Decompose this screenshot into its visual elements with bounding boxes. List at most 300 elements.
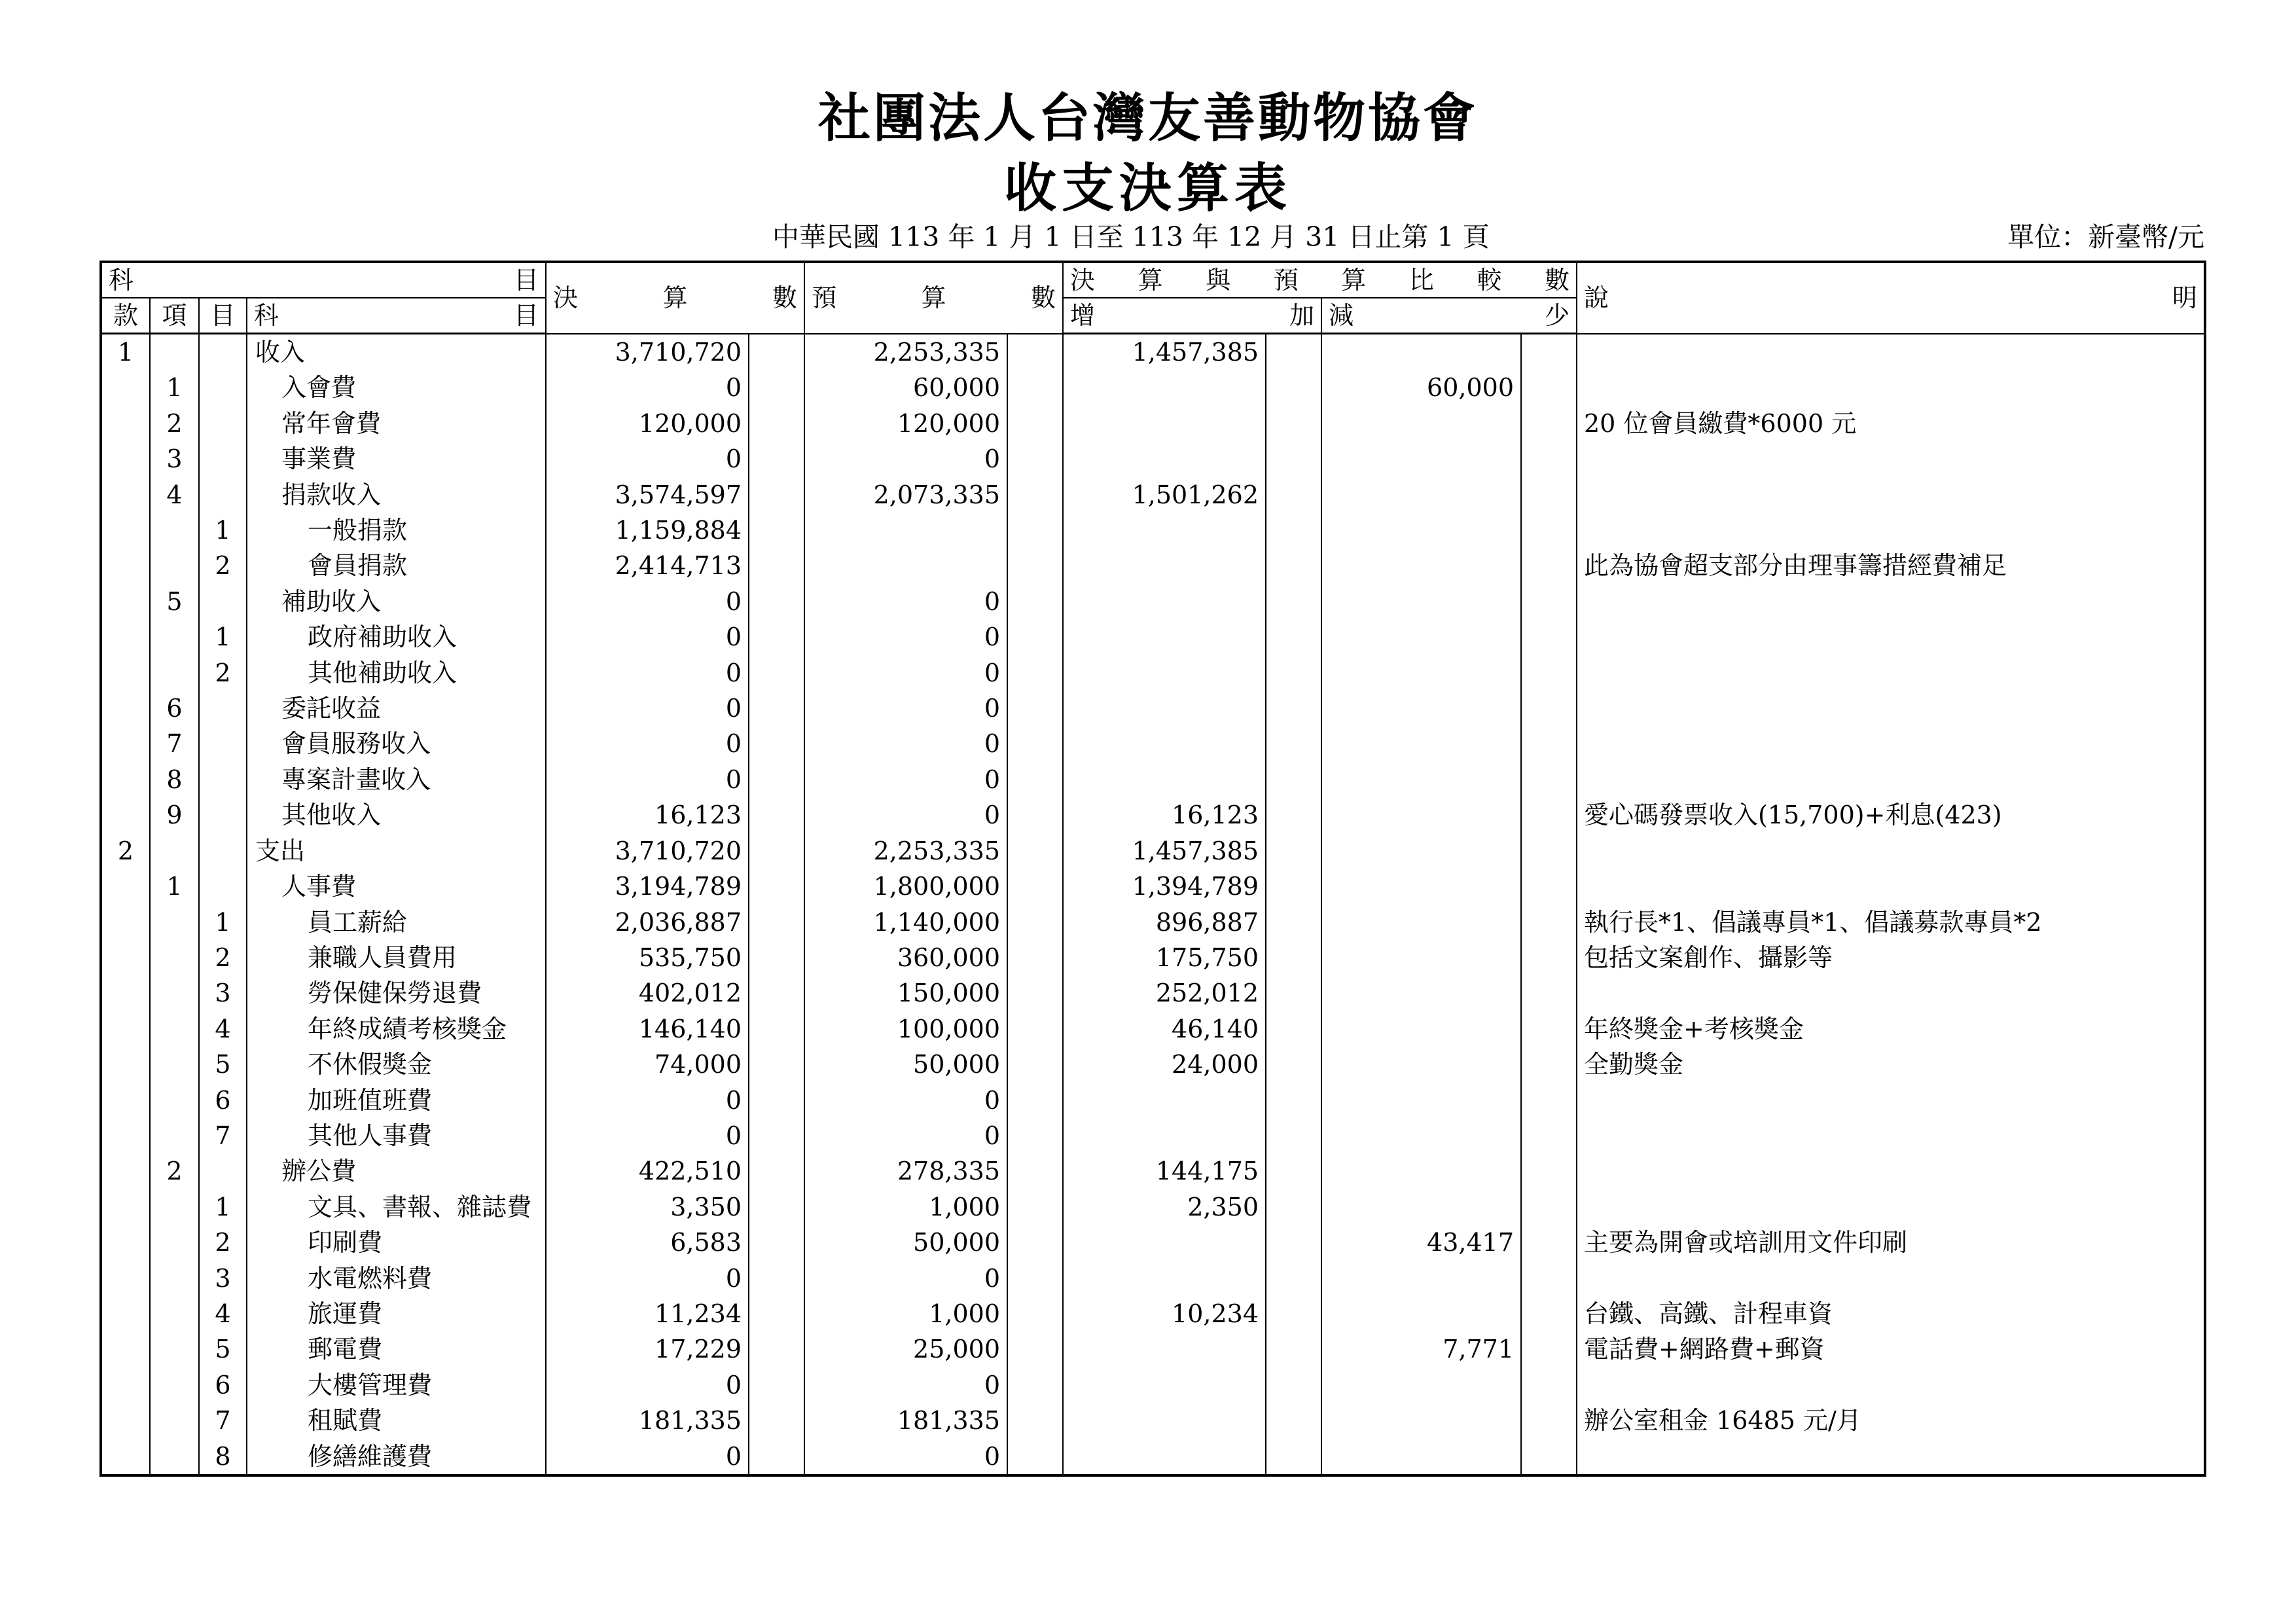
cell-xiang — [150, 548, 199, 583]
cell-mu: 1 — [199, 619, 247, 655]
header-decrease-right: 少 — [1544, 301, 1570, 330]
table-row — [101, 334, 2205, 370]
cell-subject: 印刷費 — [247, 1225, 546, 1260]
cell-increase — [1063, 584, 1266, 619]
cell-spacer — [1521, 513, 1577, 548]
cell-budget: 1,800,000 — [804, 869, 1007, 904]
cell-decrease — [1321, 334, 1521, 370]
cell-spacer — [749, 1225, 804, 1260]
cell-actual: 0 — [546, 1118, 749, 1153]
cell-budget: 2,253,335 — [804, 334, 1007, 370]
cell-mu: 5 — [199, 1331, 247, 1367]
cell-spacer — [1266, 619, 1321, 655]
table-row — [101, 1083, 2205, 1118]
cell-subject: 會員捐款 — [247, 548, 546, 583]
cell-spacer — [1007, 833, 1063, 869]
cell-xiang — [150, 833, 199, 869]
cell-decrease — [1321, 762, 1521, 797]
cell-spacer — [1266, 513, 1321, 548]
cell-subject: 入會費 — [247, 370, 546, 405]
cell-budget: 50,000 — [804, 1047, 1007, 1082]
cell-subject: 人事費 — [247, 869, 546, 904]
cell-note — [1577, 477, 2205, 513]
cell-xiang: 1 — [150, 869, 199, 904]
cell-spacer — [749, 1153, 804, 1189]
cell-subject: 年終成績考核獎金 — [247, 1011, 546, 1047]
cell-increase — [1063, 1118, 1266, 1153]
cell-increase: 175,750 — [1063, 940, 1266, 975]
cell-mu — [199, 441, 247, 477]
cell-budget: 150,000 — [804, 975, 1007, 1011]
cell-note: 20 位會員繳費*6000 元 — [1577, 406, 2205, 441]
cell-spacer — [1521, 1225, 1577, 1260]
table-row — [101, 905, 2205, 940]
cell-spacer — [1521, 1439, 1577, 1475]
cell-kuan — [101, 1011, 150, 1047]
cell-xiang: 2 — [150, 1153, 199, 1189]
currency-unit: 單位：新臺幣/元 — [2007, 221, 2204, 253]
cell-spacer — [1266, 797, 1321, 833]
cell-note — [1577, 1189, 2205, 1225]
cell-mu: 3 — [199, 975, 247, 1011]
cell-actual: 2,414,713 — [546, 548, 749, 583]
cell-budget: 0 — [804, 1439, 1007, 1475]
cell-note — [1577, 370, 2205, 405]
table-row — [101, 619, 2205, 655]
cell-note — [1577, 1367, 2205, 1403]
cell-subject: 其他人事費 — [247, 1118, 546, 1153]
cell-kuan — [101, 370, 150, 405]
cell-increase — [1063, 548, 1266, 583]
cell-spacer — [1521, 1118, 1577, 1153]
cell-spacer — [749, 1118, 804, 1153]
cell-xiang: 8 — [150, 762, 199, 797]
cell-subject: 捐款收入 — [247, 477, 546, 513]
header-budget-3: 數 — [1030, 283, 1056, 313]
cell-spacer — [1521, 1153, 1577, 1189]
table-row — [101, 1296, 2205, 1331]
table-row — [101, 940, 2205, 975]
cell-spacer — [1266, 584, 1321, 619]
cell-spacer — [1007, 797, 1063, 833]
cell-kuan — [101, 905, 150, 940]
cell-spacer — [1007, 655, 1063, 691]
header-subject-bottom-left: 科 — [254, 301, 279, 330]
header-subject-top-right: 目 — [513, 266, 539, 295]
cell-kuan: 1 — [101, 334, 150, 370]
cell-spacer — [1521, 691, 1577, 726]
cell-increase — [1063, 1403, 1266, 1438]
header-comparison-6: 比 — [1408, 266, 1434, 295]
cell-increase: 896,887 — [1063, 905, 1266, 940]
cell-increase: 144,175 — [1063, 1153, 1266, 1189]
cell-kuan — [101, 1153, 150, 1189]
cell-xiang — [150, 975, 199, 1011]
cell-spacer — [749, 905, 804, 940]
cell-mu: 2 — [199, 1225, 247, 1260]
cell-kuan — [101, 797, 150, 833]
cell-spacer — [1521, 905, 1577, 940]
table-row — [101, 762, 2205, 797]
cell-mu — [199, 869, 247, 904]
cell-kuan — [101, 1118, 150, 1153]
cell-note — [1577, 726, 2205, 761]
table-row — [101, 726, 2205, 761]
cell-xiang — [150, 940, 199, 975]
cell-spacer — [1266, 334, 1321, 370]
header-comparison-1: 決 — [1070, 266, 1096, 295]
header-actual — [546, 262, 804, 334]
cell-actual: 74,000 — [546, 1047, 749, 1082]
cell-spacer — [1007, 477, 1063, 513]
cell-subject: 常年會費 — [247, 406, 546, 441]
cell-note — [1577, 1439, 2205, 1475]
cell-mu: 6 — [199, 1083, 247, 1118]
cell-note: 電話費+網路費+郵資 — [1577, 1331, 2205, 1367]
cell-spacer — [1266, 1367, 1321, 1403]
cell-mu — [199, 406, 247, 441]
table-row — [101, 691, 2205, 726]
cell-spacer — [1007, 726, 1063, 761]
table-row — [101, 1118, 2205, 1153]
cell-kuan — [101, 726, 150, 761]
cell-mu — [199, 477, 247, 513]
cell-xiang — [150, 655, 199, 691]
cell-actual: 181,335 — [546, 1403, 749, 1438]
header-subject-top — [101, 262, 546, 298]
cell-budget: 1,000 — [804, 1296, 1007, 1331]
cell-spacer — [1266, 1118, 1321, 1153]
cell-kuan — [101, 1225, 150, 1260]
cell-spacer — [1266, 905, 1321, 940]
cell-note: 台鐵、高鐵、計程車資 — [1577, 1296, 2205, 1331]
cell-increase — [1063, 513, 1266, 548]
cell-spacer — [749, 1331, 804, 1367]
cell-increase — [1063, 370, 1266, 405]
cell-actual: 3,710,720 — [546, 334, 749, 370]
cell-actual: 535,750 — [546, 940, 749, 975]
cell-note — [1577, 869, 2205, 904]
cell-note — [1577, 1083, 2205, 1118]
cell-decrease — [1321, 1367, 1521, 1403]
cell-subject: 員工薪給 — [247, 905, 546, 940]
cell-decrease — [1321, 441, 1521, 477]
cell-kuan — [101, 1331, 150, 1367]
header-kuan: 款 — [101, 298, 150, 334]
cell-budget: 2,253,335 — [804, 833, 1007, 869]
header-decrease — [1321, 298, 1577, 334]
cell-spacer — [749, 1367, 804, 1403]
cell-budget: 0 — [804, 1367, 1007, 1403]
header-comparison — [1063, 262, 1577, 298]
header-note-left: 說 — [1584, 283, 1609, 313]
cell-note — [1577, 655, 2205, 691]
cell-subject: 修繕維護費 — [247, 1439, 546, 1475]
cell-budget: 25,000 — [804, 1331, 1007, 1367]
cell-spacer — [749, 619, 804, 655]
cell-increase — [1063, 762, 1266, 797]
cell-mu: 4 — [199, 1011, 247, 1047]
cell-decrease — [1321, 691, 1521, 726]
cell-spacer — [1007, 441, 1063, 477]
cell-spacer — [1266, 1083, 1321, 1118]
cell-increase: 16,123 — [1063, 797, 1266, 833]
cell-mu: 2 — [199, 940, 247, 975]
cell-subject: 辦公費 — [247, 1153, 546, 1189]
cell-kuan — [101, 940, 150, 975]
cell-xiang — [150, 1047, 199, 1082]
header-increase-left: 增 — [1070, 301, 1096, 330]
cell-increase — [1063, 1261, 1266, 1296]
cell-increase — [1063, 726, 1266, 761]
cell-spacer — [1521, 869, 1577, 904]
cell-budget: 1,000 — [804, 1189, 1007, 1225]
header-comparison-8: 數 — [1544, 266, 1570, 295]
cell-mu: 1 — [199, 1189, 247, 1225]
cell-spacer — [749, 1083, 804, 1118]
cell-actual: 0 — [546, 370, 749, 405]
header-budget-1: 預 — [812, 283, 837, 313]
cell-decrease — [1321, 975, 1521, 1011]
header-note-right: 明 — [2172, 283, 2197, 313]
cell-note — [1577, 691, 2205, 726]
cell-xiang: 4 — [150, 477, 199, 513]
cell-note — [1577, 1118, 2205, 1153]
header-budget — [804, 262, 1063, 334]
cell-spacer — [1266, 1047, 1321, 1082]
table-row — [101, 513, 2205, 548]
cell-kuan — [101, 441, 150, 477]
cell-spacer — [1266, 1439, 1321, 1475]
table-row — [101, 1331, 2205, 1367]
cell-spacer — [1521, 1261, 1577, 1296]
cell-increase: 10,234 — [1063, 1296, 1266, 1331]
cell-spacer — [749, 370, 804, 405]
cell-budget: 0 — [804, 1261, 1007, 1296]
header-xiang: 項 — [150, 298, 199, 334]
cell-spacer — [1266, 441, 1321, 477]
table-row — [101, 1403, 2205, 1438]
cell-xiang — [150, 905, 199, 940]
cell-subject: 勞保健保勞退費 — [247, 975, 546, 1011]
cell-actual: 0 — [546, 441, 749, 477]
cell-decrease — [1321, 1153, 1521, 1189]
cell-spacer — [749, 1261, 804, 1296]
cell-spacer — [1007, 869, 1063, 904]
cell-spacer — [1007, 370, 1063, 405]
header-actual-2: 算 — [662, 283, 688, 313]
header-subject-bottom-right: 目 — [513, 301, 539, 330]
cell-mu: 7 — [199, 1403, 247, 1438]
cell-note: 辦公室租金 16485 元/月 — [1577, 1403, 2205, 1438]
cell-spacer — [1521, 1011, 1577, 1047]
cell-actual: 0 — [546, 726, 749, 761]
cell-spacer — [1521, 1331, 1577, 1367]
cell-kuan — [101, 1439, 150, 1475]
cell-budget: 0 — [804, 726, 1007, 761]
cell-actual: 16,123 — [546, 797, 749, 833]
cell-xiang — [150, 1331, 199, 1367]
cell-kuan — [101, 1047, 150, 1082]
cell-subject: 委託收益 — [247, 691, 546, 726]
cell-spacer — [749, 726, 804, 761]
cell-spacer — [1007, 1189, 1063, 1225]
header-actual-3: 數 — [772, 283, 797, 313]
cell-spacer — [749, 975, 804, 1011]
cell-subject: 其他補助收入 — [247, 655, 546, 691]
cell-spacer — [749, 334, 804, 370]
org-title: 社團法人台灣友善動物協會 — [818, 87, 1478, 149]
cell-actual: 11,234 — [546, 1296, 749, 1331]
cell-spacer — [1007, 1296, 1063, 1331]
cell-kuan — [101, 584, 150, 619]
cell-subject: 支出 — [247, 833, 546, 869]
header-note — [1577, 262, 2205, 334]
cell-subject: 旅運費 — [247, 1296, 546, 1331]
cell-mu — [199, 797, 247, 833]
cell-spacer — [749, 477, 804, 513]
table-row — [101, 655, 2205, 691]
cell-subject: 會員服務收入 — [247, 726, 546, 761]
cell-spacer — [1007, 1118, 1063, 1153]
cell-mu — [199, 334, 247, 370]
cell-mu: 1 — [199, 513, 247, 548]
cell-decrease — [1321, 477, 1521, 513]
cell-spacer — [1266, 691, 1321, 726]
header-comparison-5: 算 — [1341, 266, 1367, 295]
table-row — [101, 1261, 2205, 1296]
cell-xiang — [150, 619, 199, 655]
cell-mu: 7 — [199, 1118, 247, 1153]
cell-spacer — [1521, 762, 1577, 797]
cell-actual: 0 — [546, 619, 749, 655]
cell-actual: 0 — [546, 762, 749, 797]
cell-spacer — [1521, 1296, 1577, 1331]
header-comparison-7: 較 — [1477, 266, 1502, 295]
cell-kuan — [101, 477, 150, 513]
cell-kuan — [101, 655, 150, 691]
cell-increase: 252,012 — [1063, 975, 1266, 1011]
cell-decrease — [1321, 513, 1521, 548]
cell-budget: 100,000 — [804, 1011, 1007, 1047]
cell-decrease — [1321, 1047, 1521, 1082]
cell-spacer — [1266, 940, 1321, 975]
cell-spacer — [1007, 940, 1063, 975]
cell-spacer — [749, 797, 804, 833]
cell-xiang — [150, 1367, 199, 1403]
cell-budget — [804, 513, 1007, 548]
cell-xiang: 9 — [150, 797, 199, 833]
cell-spacer — [1007, 1403, 1063, 1438]
cell-spacer — [1521, 655, 1577, 691]
cell-spacer — [749, 513, 804, 548]
cell-mu: 2 — [199, 655, 247, 691]
cell-actual: 0 — [546, 1261, 749, 1296]
cell-spacer — [1521, 726, 1577, 761]
cell-spacer — [1521, 477, 1577, 513]
cell-subject: 專案計畫收入 — [247, 762, 546, 797]
cell-decrease — [1321, 1261, 1521, 1296]
cell-kuan — [101, 869, 150, 904]
cell-kuan — [101, 1403, 150, 1438]
cell-spacer — [749, 691, 804, 726]
cell-decrease — [1321, 833, 1521, 869]
cell-subject: 補助收入 — [247, 584, 546, 619]
cell-spacer — [749, 584, 804, 619]
table-row — [101, 1153, 2205, 1189]
cell-budget: 60,000 — [804, 370, 1007, 405]
cell-mu — [199, 691, 247, 726]
cell-spacer — [1521, 370, 1577, 405]
cell-spacer — [749, 869, 804, 904]
cell-actual: 0 — [546, 1367, 749, 1403]
cell-spacer — [1521, 797, 1577, 833]
table-row — [101, 1367, 2205, 1403]
cell-decrease — [1321, 406, 1521, 441]
cell-kuan — [101, 548, 150, 583]
cell-kuan — [101, 1296, 150, 1331]
cell-mu: 8 — [199, 1439, 247, 1475]
cell-xiang: 1 — [150, 370, 199, 405]
cell-actual: 3,194,789 — [546, 869, 749, 904]
cell-xiang — [150, 1439, 199, 1475]
table-body — [101, 334, 2205, 1476]
cell-kuan: 2 — [101, 833, 150, 869]
cell-mu — [199, 726, 247, 761]
cell-actual: 17,229 — [546, 1331, 749, 1367]
cell-actual: 3,350 — [546, 1189, 749, 1225]
cell-spacer — [1521, 441, 1577, 477]
cell-note: 此為協會超支部分由理事籌措經費補足 — [1577, 548, 2205, 583]
table-row — [101, 477, 2205, 513]
cell-spacer — [1007, 691, 1063, 726]
cell-increase — [1063, 619, 1266, 655]
cell-budget: 0 — [804, 1083, 1007, 1118]
cell-actual: 0 — [546, 1083, 749, 1118]
cell-subject: 收入 — [247, 334, 546, 370]
cell-kuan — [101, 691, 150, 726]
cell-budget: 181,335 — [804, 1403, 1007, 1438]
cell-spacer — [1266, 1225, 1321, 1260]
cell-actual: 120,000 — [546, 406, 749, 441]
cell-mu — [199, 833, 247, 869]
cell-decrease — [1321, 1403, 1521, 1438]
cell-actual: 0 — [546, 655, 749, 691]
cell-mu — [199, 370, 247, 405]
cell-spacer — [749, 1011, 804, 1047]
cell-mu: 4 — [199, 1296, 247, 1331]
cell-increase: 1,457,385 — [1063, 833, 1266, 869]
cell-xiang: 6 — [150, 691, 199, 726]
cell-budget: 0 — [804, 584, 1007, 619]
table-row — [101, 1011, 2205, 1047]
cell-subject: 租賦費 — [247, 1403, 546, 1438]
cell-spacer — [1521, 1047, 1577, 1082]
cell-subject: 大樓管理費 — [247, 1367, 546, 1403]
cell-spacer — [1521, 584, 1577, 619]
cell-increase: 24,000 — [1063, 1047, 1266, 1082]
report-title: 收支決算表 — [1004, 157, 1292, 219]
cell-subject: 加班值班費 — [247, 1083, 546, 1118]
cell-spacer — [1007, 1047, 1063, 1082]
cell-note: 愛心碼發票收入(15,700)+利息(423) — [1577, 797, 2205, 833]
cell-note — [1577, 513, 2205, 548]
cell-spacer — [1266, 655, 1321, 691]
cell-decrease — [1321, 1439, 1521, 1475]
cell-spacer — [1521, 1367, 1577, 1403]
cell-note — [1577, 619, 2205, 655]
header-comparison-4: 預 — [1273, 266, 1299, 295]
